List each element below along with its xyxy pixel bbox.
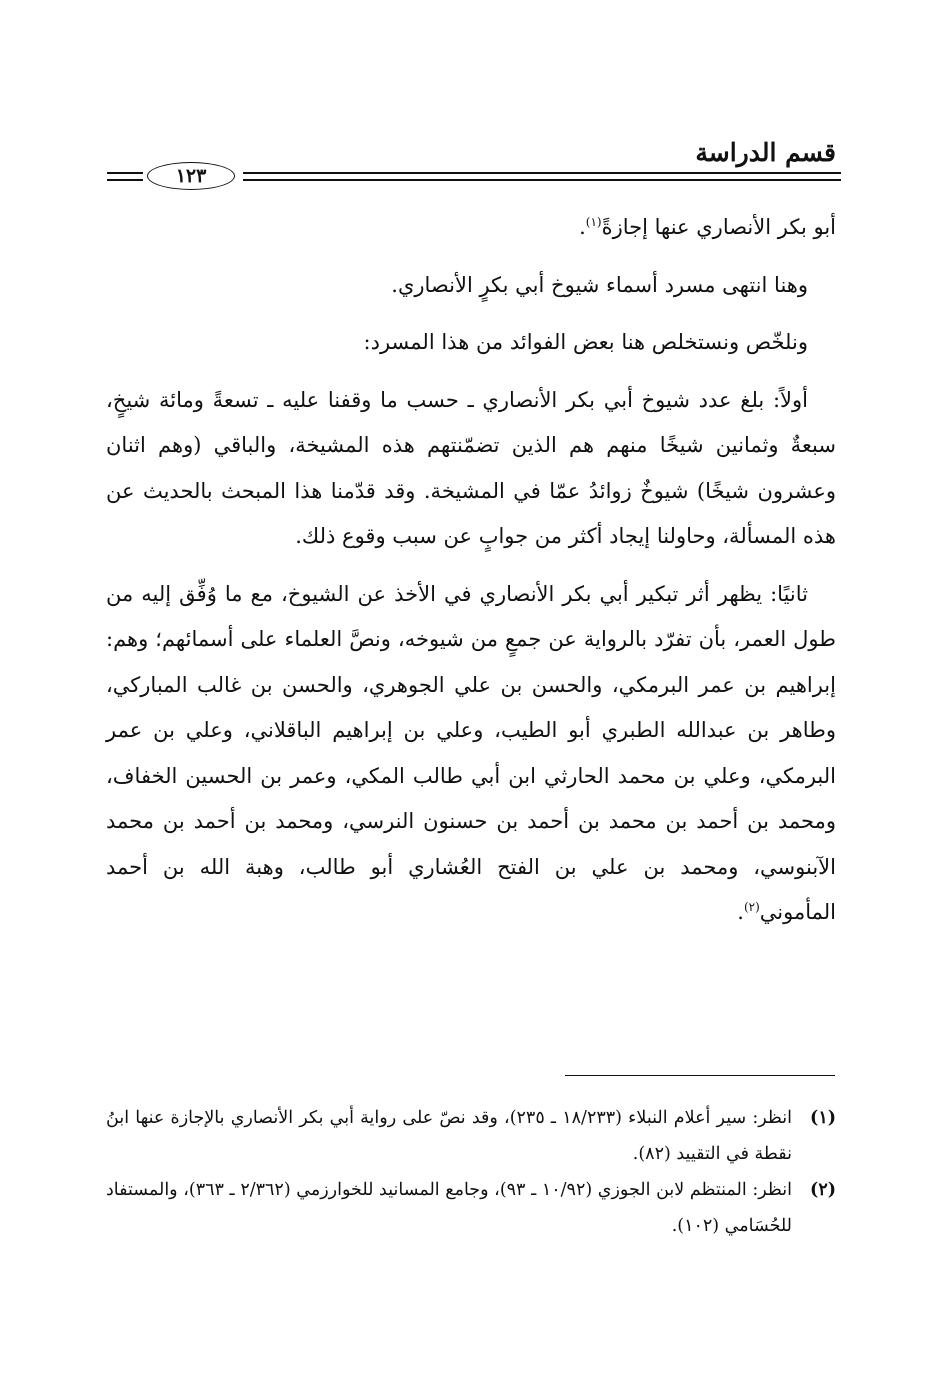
footnote-1-text: انظر: سير أعلام النبلاء (١٨/٢٣٣ ـ ٢٣٥)، وقد نصّ على رواية أبي بكر الأنصاري بالإجازة عنها ابنُ نقطة في التقييد (٨٢). (106, 1108, 792, 1164)
paragraph-1-text: أبو بكر الأنصاري عنها إجازةً (601, 215, 836, 239)
paragraph-5-text: ثانيًا: يظهر أثر تبكير أبي بكر الأنصاري في الأخذ عن الشيوخ، مع ما وُفِّق إليه من طول العمر، بأن تفرّد بالرواية عن جمعٍ من شيوخه، ونصَّ العلماء على أسمائهم؛ وهم: إبراهيم بن عمر البرمكي، والحسن بن علي الجوهري، والحسن بن غالب المباركي، وطاهر بن عبدالله الطبري أبو الطيب، وعلي بن إبراهيم الباقلاني، وعلي بن عمر البرمكي، وعلي بن محمد الحارثي ابن أبي طالب المكي، وعمر بن الحسين الخفاف، ومحمد بن أحمد بن محمد بن أحمد بن حسنون النرسي، ومحمد بن أحمد بن محمد الآبنوسي، ومحمد بن علي بن الفتح العُشاري أبو طالب، وهبة الله بن أحمد المأموني (106, 581, 836, 924)
footnote-ref-2[interactable]: (٢) (743, 900, 760, 914)
footnote-1 (106, 1100, 836, 1172)
page-number: ١٢٣ (147, 162, 235, 190)
paragraph-1-end: . (579, 215, 586, 239)
paragraph-2: وهنا انتهى مسرد أسماء شيوخ أبي بكرٍ الأنصاري. (391, 272, 808, 297)
footnote-separator (565, 1075, 835, 1076)
paragraph-3: ونلخّص ونستخلص هنا بعض الفوائد من هذا المسرد: (363, 330, 808, 354)
footnote-ref-1[interactable]: (١) (585, 215, 602, 229)
paragraph-4: أولاً: بلغ عدد شيوخ أبي بكر الأنصاري ـ حسب ما وقفنا عليه ـ تسعةً ومائة شيخٍ، سبعةٌ وثمانين شيخًا منهم هم الذين تضمّنتهم هذه المشيخة، والباقي (وهم اثنان وعشرون شيخًا) شيوخٌ زوائدُ عمّا في المشيخة. وقد قدّمنا هذا المبحث بالحديث عن هذه المسألة، وحاولنا إيجاد أكثر من جوابٍ عن سبب وقوع ذلك. (106, 387, 836, 548)
main-text (106, 205, 836, 936)
footnote-2-number: (٢) (810, 1180, 836, 1200)
header-rule-short-top (107, 172, 143, 174)
header-rule-long-top (243, 172, 841, 174)
paragraph-1 (106, 205, 836, 251)
paragraph-5-end: . (737, 900, 744, 924)
paragraph-5 (106, 572, 836, 936)
footnote-2-text: انظر: المنتظم لابن الجوزي (١٠/٩٢ ـ ٩٣)، وجامع المسانيد للخوارزمي (٢/٣٦٢ ـ ٣٦٣)، والمستفاد للحُسَامي (١٠٢). (106, 1180, 793, 1236)
footnotes (106, 1100, 836, 1244)
footnote-1-number: (١) (810, 1108, 836, 1128)
section-title: قسم الدراسة (695, 138, 836, 167)
header-rule-long-bottom (243, 179, 841, 181)
footnote-2 (106, 1172, 836, 1244)
header-rule-short-bottom (107, 179, 143, 181)
